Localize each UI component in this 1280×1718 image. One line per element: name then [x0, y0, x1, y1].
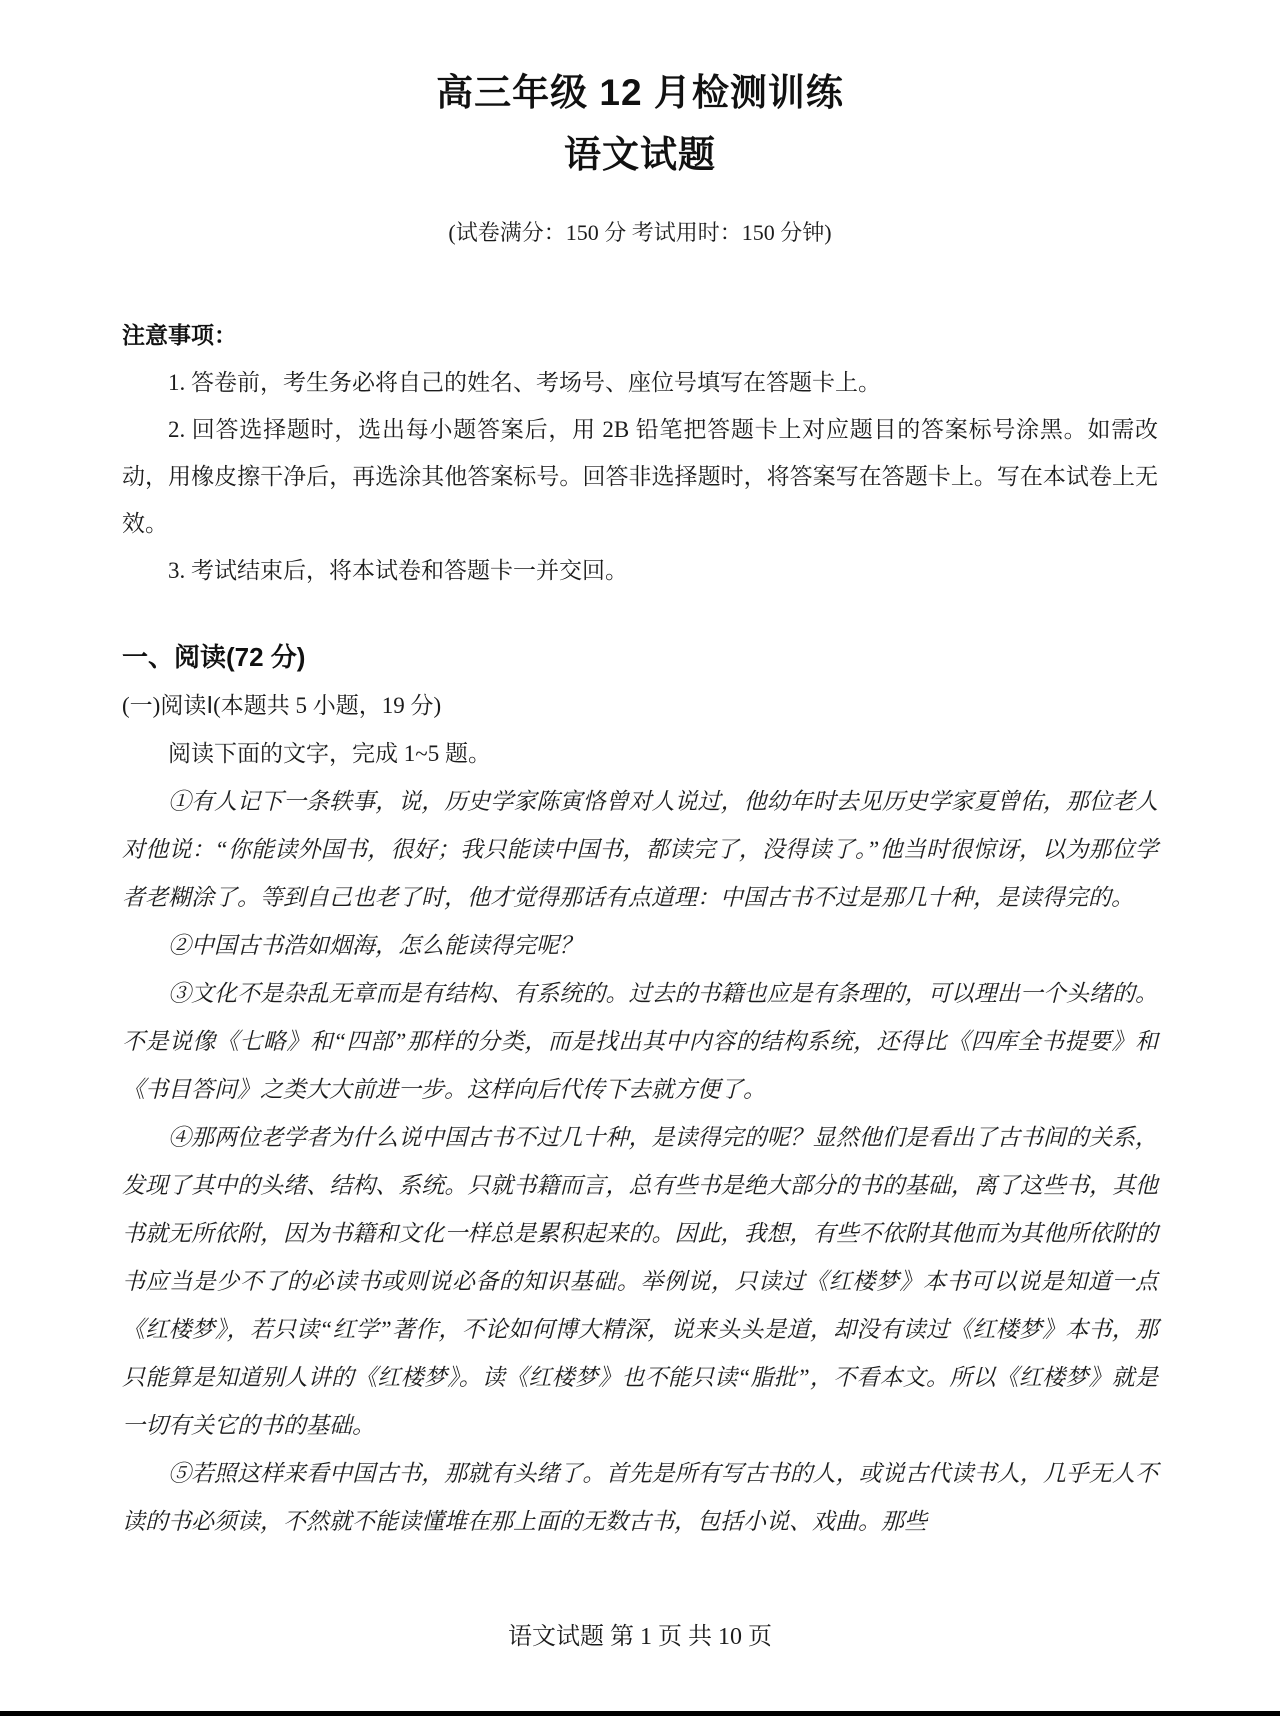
notice-section: [122, 312, 1158, 594]
exam-header: [122, 0, 1158, 248]
reading-instruction: 阅读下面的文字，完成 1~5 题。: [168, 741, 491, 766]
passage-paragraph-4: ④那两位老学者为什么说中国古书不过几十种，是读得完的呢？显然他们是看出了古书间的关系，发现了其中的头绪、结构、系统。只就书籍而言，总有些书是绝大部分的书的基础，离了这些书，其他书就无所依附，因为书籍和文化一样总是累积起来的。因此，我想，有些不依附其他而为其他所依附的书应当是少不了的必读书或则说必备的知识基础。举例说，只读过《红楼梦》本书可以说是知道一点《红楼梦》，若只读“红学”著作，不论如何博大精深，说来头头是道，却没有读过《红楼梦》本书，那只能算是知道别人讲的《红楼梦》。读《红楼梦》也不能只读“脂批”，不看本文。所以《红楼梦》就是一切有关它的书的基础。: [122, 1125, 1158, 1438]
reading-section: [122, 632, 1158, 1546]
exam-meta-line: (试卷满分：150 分 考试用时：150 分钟): [448, 220, 832, 245]
notice-item-2: 2. 回答选择题时，选出每小题答案后，用 2B 铅笔把答题卡上对应题目的答案标号涂黑。如需改动，用橡皮擦干净后，再选涂其他答案标号。回答非选择题时，将答案写在答题卡上。写在本试卷上无效。: [122, 417, 1158, 536]
page-footer: 语文试题 第 1 页 共 10 页: [508, 1624, 772, 1650]
subsection-heading: (一)阅读Ⅰ(本题共 5 小题，19 分): [122, 693, 442, 718]
notice-item-1: 1. 答卷前，考生务必将自己的姓名、考场号、座位号填写在答题卡上。: [168, 370, 881, 395]
passage-paragraph-1: ①有人记下一条轶事，说，历史学家陈寅恪曾对人说过，他幼年时去见历史学家夏曾佑，那位老人对他说：“你能读外国书，很好；我只能读中国书，都读完了，没得读了。”他当时很惊讶，以为那位学者老糊涂了。等到自己也老了时，他才觉得那话有点道理：中国古书不过是那几十种，是读得完的。: [122, 789, 1158, 910]
section-heading: 一、阅读(72 分): [122, 642, 306, 672]
page-bottom-border: [0, 1711, 1280, 1716]
exam-title-line1: 高三年级 12 月检测训练: [436, 72, 844, 113]
passage-paragraph-5: ⑤若照这样来看中国古书，那就有头绪了。首先是所有写古书的人，或说古代读书人，几乎无人不读的书必须读，不然就不能读懂堆在那上面的无数古书，包括小说、戏曲。那些: [122, 1461, 1158, 1534]
notice-heading: 注意事项：: [122, 322, 237, 348]
passage-paragraph-2: ②中国古书浩如烟海，怎么能读得完呢？: [168, 933, 582, 958]
exam-title-line2: 语文试题: [564, 134, 716, 175]
passage-paragraph-3: ③文化不是杂乱无章而是有结构、有系统的。过去的书籍也应是有条理的，可以理出一个头绪的。不是说像《七略》和“四部”那样的分类，而是找出其中内容的结构系统，还得比《四库全书提要》和《书目答问》之类大大前进一步。这样向后代传下去就方便了。: [122, 981, 1158, 1102]
notice-item-3: 3. 考试结束后，将本试卷和答题卡一并交回。: [168, 558, 628, 583]
